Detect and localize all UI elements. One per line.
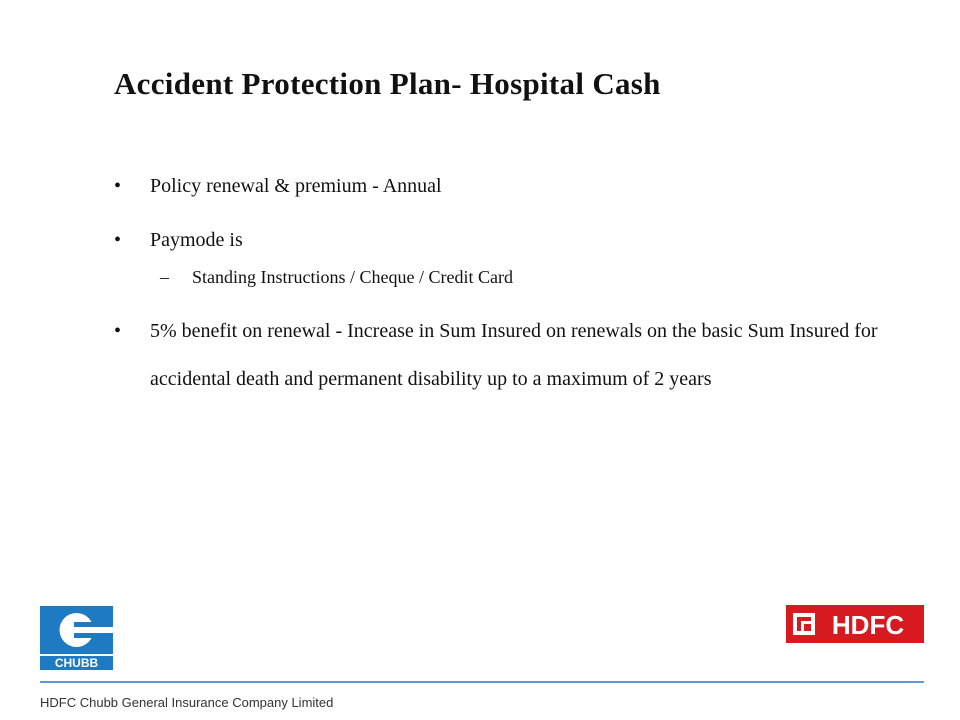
hdfc-logo <box>786 605 924 643</box>
footer-divider <box>40 681 924 683</box>
chubb-logo-text: CHUBB <box>54 656 99 670</box>
bullet-policy-renewal <box>114 168 914 205</box>
sub-bullet-text: Standing Instructions / Cheque / Credit Card <box>192 267 513 287</box>
bullet-renewal-benefit <box>114 307 914 403</box>
footer-company-name: HDFC Chubb General Insurance Company Limited <box>40 695 334 710</box>
sub-bullet-paymode-options <box>114 262 914 292</box>
dash-marker: – <box>160 267 169 287</box>
slide-title: Accident Protection Plan- Hospital Cash <box>114 66 661 101</box>
chubb-logo <box>40 606 113 670</box>
bullet-list <box>114 168 914 403</box>
bullet-text: 5% benefit on renewal - Increase in Sum Insured on renewals on the basic Sum Insured for accidental death and permanent disability up to a maximum of 2 years <box>150 320 878 390</box>
bullet-text: Paymode is <box>150 229 243 251</box>
bullet-text: Policy renewal & premium - Annual <box>150 175 442 197</box>
hdfc-logo-text: HDFC <box>831 610 905 640</box>
bullet-paymode <box>114 222 914 259</box>
